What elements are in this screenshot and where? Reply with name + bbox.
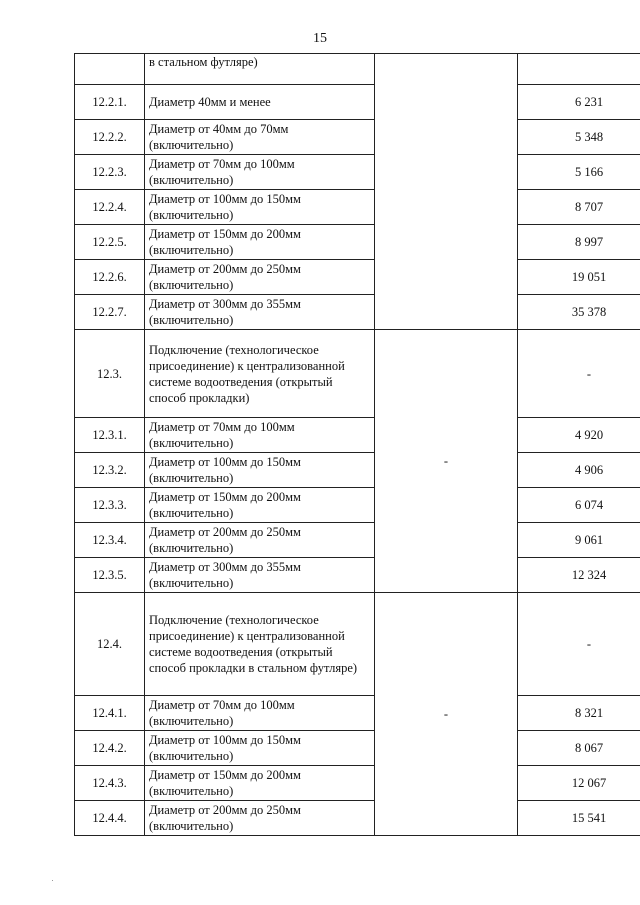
- row-description: Диаметр от 300мм до 355мм (включительно): [145, 295, 375, 330]
- row-number: 12.4.2.: [75, 731, 145, 766]
- row-value: 12 067: [518, 766, 640, 801]
- table-row: [75, 593, 640, 696]
- row-description: Диаметр от 150мм до 200мм (включительно): [145, 225, 375, 260]
- table-row: [75, 523, 640, 558]
- table-row: [75, 295, 640, 330]
- table-row: [75, 801, 640, 836]
- row-number: 12.3.1.: [75, 418, 145, 453]
- table-row: [75, 190, 640, 225]
- row-number: 12.2.1.: [75, 85, 145, 120]
- table-row: [75, 418, 640, 453]
- table-row: [75, 54, 640, 85]
- table-row: [75, 120, 640, 155]
- row-number: 12.2.5.: [75, 225, 145, 260]
- row-value: -: [518, 593, 640, 696]
- row-description: Диаметр от 70мм до 100мм (включительно): [145, 155, 375, 190]
- row-number: 12.2.3.: [75, 155, 145, 190]
- row-number: 12.3.4.: [75, 523, 145, 558]
- row-number: 12.3.5.: [75, 558, 145, 593]
- table-row: [75, 85, 640, 120]
- row-description: Диаметр от 100мм до 150мм (включительно): [145, 190, 375, 225]
- row-value: 8 067: [518, 731, 640, 766]
- row-number: 12.2.7.: [75, 295, 145, 330]
- row-description: Диаметр от 150мм до 200мм (включительно): [145, 488, 375, 523]
- table-body: [75, 54, 640, 836]
- row-description: Подключение (технологическое присоединение) к централизованной системе водоотведения (открытый способ прокладки в стальном футляре): [145, 593, 375, 696]
- merged-column-cell: [375, 54, 518, 330]
- row-number: 12.4.4.: [75, 801, 145, 836]
- row-number: 12.4.3.: [75, 766, 145, 801]
- row-value: 15 541: [518, 801, 640, 836]
- merged-column-cell: -: [375, 593, 518, 836]
- table-row: [75, 453, 640, 488]
- row-description: Диаметр от 200мм до 250мм (включительно): [145, 523, 375, 558]
- row-number: 12.2.4.: [75, 190, 145, 225]
- row-description: Диаметр от 100мм до 150мм (включительно): [145, 731, 375, 766]
- row-value: 6 231: [518, 85, 640, 120]
- row-value: 8 707: [518, 190, 640, 225]
- row-number: 12.4.1.: [75, 696, 145, 731]
- row-description: Диаметр от 70мм до 100мм (включительно): [145, 418, 375, 453]
- row-description: в стальном футляре): [145, 54, 375, 85]
- row-value: 5 348: [518, 120, 640, 155]
- row-value: 8 321: [518, 696, 640, 731]
- row-value: 5 166: [518, 155, 640, 190]
- table-row: [75, 731, 640, 766]
- row-number: [75, 54, 145, 85]
- row-number: 12.2.2.: [75, 120, 145, 155]
- table-row: [75, 488, 640, 523]
- row-description: Диаметр от 300мм до 355мм (включительно): [145, 558, 375, 593]
- row-description: Диаметр от 100мм до 150мм (включительно): [145, 453, 375, 488]
- row-number: 12.2.6.: [75, 260, 145, 295]
- row-value: 4 906: [518, 453, 640, 488]
- table-row: [75, 558, 640, 593]
- row-number: 12.3.3.: [75, 488, 145, 523]
- table-row: [75, 696, 640, 731]
- row-number: 12.4.: [75, 593, 145, 696]
- table-row: [75, 330, 640, 418]
- row-number: 12.3.: [75, 330, 145, 418]
- table-row: [75, 260, 640, 295]
- row-description: Подключение (технологическое присоединение) к централизованной системе водоотведения (открытый способ прокладки): [145, 330, 375, 418]
- page-number: 15: [313, 31, 327, 46]
- scan-speck: [52, 880, 53, 881]
- row-value: -: [518, 330, 640, 418]
- row-description: Диаметр от 150мм до 200мм (включительно): [145, 766, 375, 801]
- row-description: Диаметр от 200мм до 250мм (включительно): [145, 801, 375, 836]
- merged-column-cell: -: [375, 330, 518, 593]
- row-value: 12 324: [518, 558, 640, 593]
- table-row: [75, 766, 640, 801]
- row-number: 12.3.2.: [75, 453, 145, 488]
- row-value: 35 378: [518, 295, 640, 330]
- row-description: Диаметр от 40мм до 70мм (включительно): [145, 120, 375, 155]
- row-value: 8 997: [518, 225, 640, 260]
- row-description: Диаметр от 200мм до 250мм (включительно): [145, 260, 375, 295]
- table-row: [75, 225, 640, 260]
- row-value: 6 074: [518, 488, 640, 523]
- table-row: [75, 155, 640, 190]
- row-value: 4 920: [518, 418, 640, 453]
- row-value: 19 051: [518, 260, 640, 295]
- row-description: Диаметр от 70мм до 100мм (включительно): [145, 696, 375, 731]
- row-description: Диаметр 40мм и менее: [145, 85, 375, 120]
- row-value: 9 061: [518, 523, 640, 558]
- row-value: [518, 54, 640, 85]
- tariff-table: [74, 53, 640, 836]
